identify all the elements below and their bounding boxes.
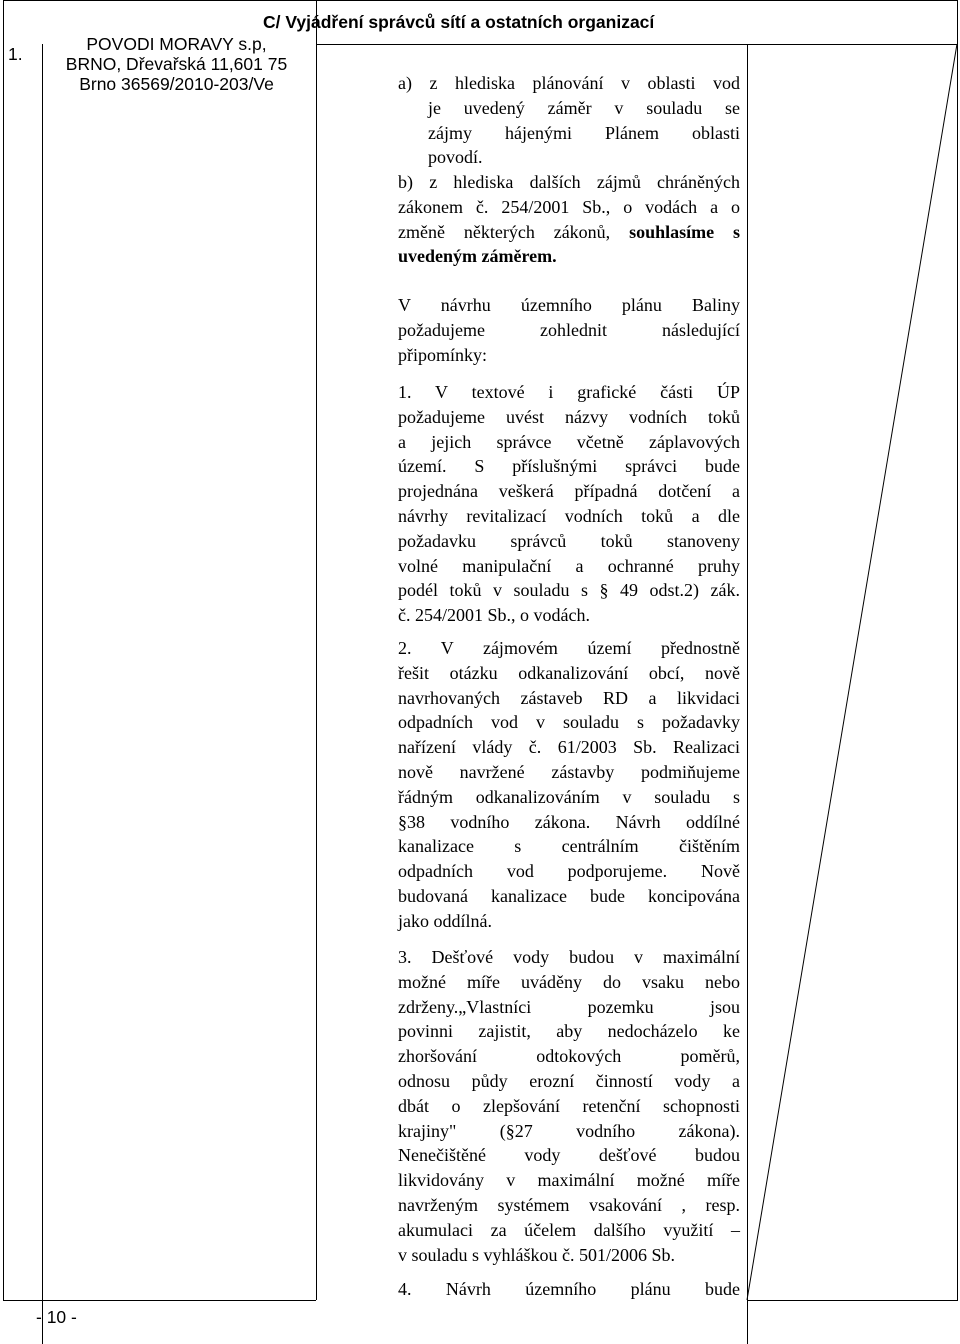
text-line: a) z hlediska plánování v oblasti vod: [398, 73, 740, 93]
text-line: budovaná kanalizace bude koncipována: [398, 885, 740, 906]
text-line: 3. Dešťové vody budou v maximální: [398, 947, 740, 967]
text-line: b) z hlediska dalších zájmů chráněných: [398, 172, 740, 192]
text-line: je uvedený záměr v souladu se: [428, 97, 740, 118]
text-line: projednána veškerá případná dotčení a: [398, 481, 740, 502]
text-line: zákonem č. 254/2001 Sb., o vodách a o: [398, 196, 740, 217]
text-line: 4. Návrh územního plánu bude: [398, 1279, 740, 1299]
row-number: 1.: [8, 44, 23, 64]
text-line: území. S příslušnými správci bude: [398, 456, 740, 477]
text-line: č. 254/2001 Sb., o vodách.: [398, 605, 590, 626]
text-line: odpadních vod v souladu s požadavky: [398, 712, 740, 733]
text-fragment: změně některých zákonů,: [398, 221, 611, 242]
organization-line: POVODI MORAVY s.p,: [86, 34, 267, 54]
text-line: krajiny" (§27 vodního zákona).: [398, 1120, 740, 1141]
text-line: jako oddílná.: [398, 910, 492, 931]
text-line: odnosu půdy erozní činností vody a: [398, 1070, 740, 1091]
requirement-3: [398, 945, 740, 1267]
text-line: podél toků v souladu s § 49 odst.2) zák.: [398, 580, 740, 601]
text-line: dbát o zlepšování retenční schopnosti: [398, 1095, 740, 1116]
text-line: navrženým systémem vsakování , resp.: [398, 1194, 740, 1215]
text-line: nově navržené zástavby podmiňujeme: [398, 761, 740, 782]
text-line: připomínky:: [398, 344, 487, 365]
requirement-1: [398, 380, 740, 628]
requirements-intro: [398, 293, 740, 367]
organization-line: Brno 36569/2010-203/Ve: [79, 74, 274, 94]
statement-b: [398, 170, 740, 269]
organization-name: [64, 34, 289, 94]
text-line: povinni zajistit, aby nedocházelo ke: [398, 1021, 740, 1042]
consent-phrase: uvedeným záměrem.: [398, 246, 557, 267]
text-line: zhoršování odtokových poměrů,: [398, 1046, 740, 1067]
text-line: řešit otázku odkanalizování obcí, nově: [398, 662, 740, 683]
text-line: [398, 244, 740, 269]
text-line: zájmy hájenými Plánem oblasti: [428, 122, 740, 143]
text-line: Nenečištěné vody dešťové budou: [398, 1145, 740, 1166]
text-line: požadavku správců toků stanoveny: [398, 530, 740, 551]
organization-line: BRNO, Dřevařská 11,601 75: [65, 54, 288, 74]
requirement-2: [398, 636, 740, 934]
text-line: 1. V textové i grafické části ÚP: [398, 382, 740, 402]
page-number: - 10 -: [36, 1307, 77, 1327]
text-line: akumulaci za účelem dalšího využití –: [398, 1219, 740, 1240]
requirement-4: [398, 1277, 740, 1302]
text-line: nařízení vlády č. 61/2003 Sb. Realizaci: [398, 737, 740, 758]
text-line: volné manipulační a ochranné pruhy: [398, 555, 740, 576]
text-line: v souladu s vyhláškou č. 501/2006 Sb.: [398, 1244, 675, 1265]
text-line: V návrhu územního plánu Baliny: [398, 295, 740, 315]
text-line: [398, 220, 740, 245]
text-line: zdrženy.„Vlastníci pozemku jsou: [398, 996, 740, 1017]
text-line: likvidovány v maximální možné míře: [398, 1170, 740, 1191]
text-line: řádným odkanalizováním v souladu s: [398, 786, 740, 807]
section-header: C/ Vyjádření správců sítí a ostatních organizací: [263, 12, 655, 32]
text-line: navrhovaných zástaveb RD a likvidaci: [398, 687, 740, 708]
text-line: povodí.: [428, 147, 483, 168]
text-line: možné míře uváděny do vsaku nebo: [398, 971, 740, 992]
text-line: návrhy revitalizací vodních toků a dle: [398, 505, 740, 526]
text-line: §38 vodního zákona. Návrh oddílné: [398, 811, 740, 832]
text-line: kanalizace s centrálním čištěním: [398, 836, 740, 857]
text-line: požadujeme zohlednit následující: [398, 319, 740, 340]
text-line: 2. V zájmovém území přednostně: [398, 638, 740, 658]
consent-phrase: souhlasíme s: [629, 221, 740, 242]
statement-a: [398, 71, 740, 170]
text-line: a jejich správce včetně záplavových: [398, 431, 740, 452]
text-line: odpadních vod podporujeme. Nově: [398, 861, 740, 882]
text-line: požadujeme uvést názvy vodních toků: [398, 406, 740, 427]
